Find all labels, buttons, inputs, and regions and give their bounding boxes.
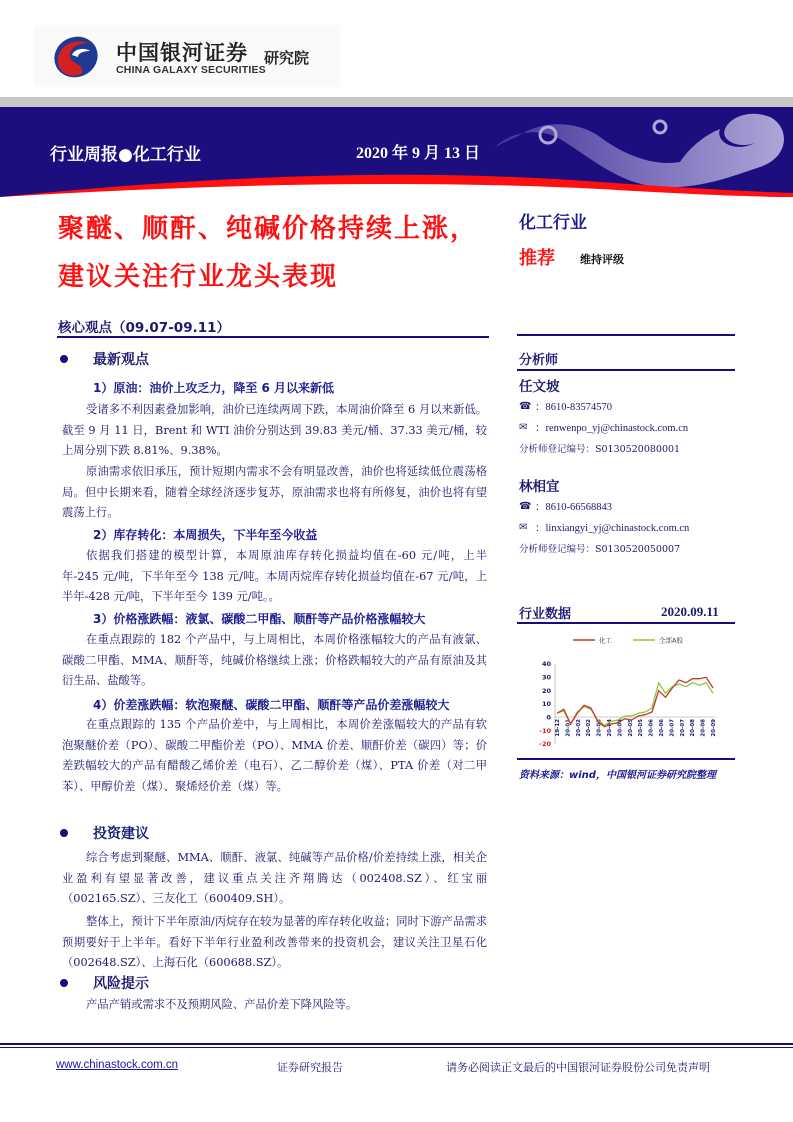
subhead-price-change: 3）价格涨跌幅：液氯、碳酸二甲酯、顺酐等产品价格涨幅较大 xyxy=(93,612,426,626)
svg-text:20-08: 20-08 xyxy=(690,719,697,737)
paragraph: 在重点跟踪的 135 个产品价差中，与上周相比，本周价差涨幅较大的产品有软泡聚醚价差（PO）、碳酸二甲酯价差（PO）、MMA 价差、顺酐价差（碳四）等；价差跌幅较大的产品有醋酸乙烯价差（电石）、乙二醇价差（煤）、PTA 价差（对二甲苯）、甲醇价差（煤）、聚烯烃价差（煤）等。 xyxy=(62,718,487,793)
core-divider xyxy=(57,336,489,338)
svg-text:20-05: 20-05 xyxy=(638,719,645,737)
chart-source: 资料来源：wind，中国银河证券研究院整理 xyxy=(519,770,716,781)
analyst-name: 林相宜 xyxy=(519,479,560,495)
analyst-heading: 分析师 xyxy=(519,353,559,368)
section-title-investment: 投资建议 xyxy=(93,826,149,842)
svg-text:19-12: 19-12 xyxy=(555,719,561,737)
svg-text:-10: -10 xyxy=(539,726,551,735)
paragraph: 受诸多不利因素叠加影响，油价已连续两周下跌，本周油价降至 6 月以来新低。截至 9 月 11 日，Brent 和 WTI 油价分别达到 39.83 美元/桶、37.33 美元/桶，较上周分别下跌 8.81%、9.38%。 xyxy=(62,403,487,457)
svg-text:20-06: 20-06 xyxy=(648,719,655,737)
svg-text:20-06: 20-06 xyxy=(659,719,665,737)
svg-text:全部A股: 全部A股 xyxy=(659,636,683,645)
svg-text:20-05: 20-05 xyxy=(627,719,634,737)
industry-data-title: 行业数据 xyxy=(519,607,572,622)
paragraph: 依据我们搭建的模型计算，本周原油库存转化损益均值在-60 元/吨，上半年-245 元/吨，下半年至今 138 元/吨。本周丙烷库存转化损益均值在-67 元/吨，上半年-428 元/吨，下半年至今 139 元/吨。。 xyxy=(62,549,487,603)
paragraph: 产品产销或需求不及预期风险、产品价差下降风险等。 xyxy=(86,998,358,1011)
svg-text:20-04: 20-04 xyxy=(617,719,624,737)
svg-text:20-07: 20-07 xyxy=(669,719,676,737)
rating-note: 维持评级 xyxy=(580,253,624,266)
analyst-phone xyxy=(519,499,612,514)
svg-text:20-02: 20-02 xyxy=(575,719,582,737)
phone-number: ：8610-83574570 xyxy=(535,402,612,413)
bullet-icon xyxy=(60,979,68,987)
svg-text:20-01: 20-01 xyxy=(565,719,572,737)
footer-divider xyxy=(0,1043,793,1045)
analyst-email xyxy=(519,420,688,435)
analyst-registration: 分析师登记编号：S0130520050007 xyxy=(519,544,681,555)
svg-text:化工: 化工 xyxy=(599,636,612,645)
institute-label: 研究院 xyxy=(264,49,310,67)
analyst-email xyxy=(519,520,689,535)
paragraph: 整体上，预计下半年原油/丙烷存在较为显著的库存转化收益；同时下游产品需求预期要好于上半年。看好下半年行业盈利改善带来的投资机会，建议关注卫星石化（002648.SZ）、上海石化（600688.SZ）。 xyxy=(62,915,487,969)
industry-name: 化工行业 xyxy=(519,213,587,233)
data-divider xyxy=(517,622,735,624)
report-title-line2: 建议关注行业龙头表现 xyxy=(58,262,339,292)
chart-divider xyxy=(517,758,735,760)
svg-text:20-08: 20-08 xyxy=(700,719,707,737)
website-link[interactable]: www.chinastock.com.cn xyxy=(56,1059,179,1071)
svg-text:20-03: 20-03 xyxy=(596,719,603,737)
subhead-crude-oil: 1）原油：油价上攻乏力，降至 6 月以来新低 xyxy=(93,381,335,395)
svg-text:20-02: 20-02 xyxy=(586,719,593,737)
analyst-divider xyxy=(517,369,735,371)
paragraph: 综合考虑到聚醚、MMA、顺酐、液氯、纯碱等产品价格/价差持续上涨，相关企业盈利有望显著改善，建议重点关注齐翔腾达（002408.SZ）、红宝丽（002165.SZ）、三友化工（600409.SH）。 xyxy=(62,851,487,905)
email-address[interactable]: ：linxiangyi_yj@chinastock.com.cn xyxy=(535,523,690,534)
svg-text:-20: -20 xyxy=(539,740,551,749)
logo-company-name: 中国银河证券 xyxy=(116,41,248,65)
svg-text:30: 30 xyxy=(541,673,551,682)
subhead-spread-change: 4）价差涨跌幅：软泡聚醚、碳酸二甲酯、顺酐等产品价差涨幅较大 xyxy=(93,698,450,712)
email-address[interactable]: ：renwenpo_yj@chinastock.com.cn xyxy=(535,423,689,434)
industry-data-date: 2020.09.11 xyxy=(661,604,719,619)
analyst-name: 任文坡 xyxy=(519,379,560,395)
core-views-label: 核心观点（09.07-09.11） xyxy=(58,320,231,336)
mail-icon: ✉ xyxy=(519,522,528,533)
svg-text:20: 20 xyxy=(541,686,551,695)
svg-text:20-04: 20-04 xyxy=(607,719,613,737)
section-title-latest: 最新观点 xyxy=(93,352,149,368)
phone-icon: ☎ xyxy=(519,501,532,512)
phone-icon: ☎ xyxy=(519,401,532,412)
report-title-line1: 聚醚、顺酐、纯碱价格持续上涨， xyxy=(58,214,479,244)
section-title-risk: 风险提示 xyxy=(93,976,149,992)
svg-text:40: 40 xyxy=(541,660,551,669)
svg-text:20-09: 20-09 xyxy=(711,719,717,737)
bullet-icon xyxy=(60,829,68,837)
phone-number: ：8610-66568843 xyxy=(535,502,612,513)
chart-legend xyxy=(573,636,683,645)
bullet-icon xyxy=(60,355,68,363)
subhead-inventory: 2）库存转化：本周损失，下半年至今收益 xyxy=(93,528,318,542)
mail-icon: ✉ xyxy=(519,422,528,433)
analyst-registration: 分析师登记编号：S0130520080001 xyxy=(519,444,681,455)
disclaimer-notice: 请务必阅读正文最后的中国银河证券股份公司免责声明 xyxy=(446,1061,710,1074)
paragraph: 在重点跟踪的 182 个产品中，与上周相比，本周价格涨幅较大的产品有液氯、碳酸二甲酯、MMA、顺酐等，纯碱价格继续上涨；价格跌幅较大的产品有原油及其衍生品、盐酸等。 xyxy=(62,633,487,687)
document-type: 证券研究报告 xyxy=(277,1061,343,1074)
report-date: 2020 年 9 月 13 日 xyxy=(356,145,481,162)
paragraph: 原油需求依旧承压，预计短期内需求不会有明显改善，油价也将延续低位震荡格局。但中长期来看，随着全球经济逐步复苏，原油需求也将有所修复，油价也将有望震荡上行。 xyxy=(62,465,487,519)
svg-text:0: 0 xyxy=(546,713,551,722)
galaxy-logo-icon xyxy=(52,33,100,81)
rating-badge: 推荐 xyxy=(519,248,555,269)
sidebar-divider xyxy=(517,334,735,336)
header-divider xyxy=(0,97,793,107)
analyst-phone xyxy=(519,399,612,414)
industry-performance-chart xyxy=(525,628,740,753)
logo-english-name: CHINA GALAXY SECURITIES xyxy=(116,64,266,76)
svg-text:20-07: 20-07 xyxy=(679,719,686,737)
footer-divider xyxy=(0,1047,793,1048)
svg-text:10: 10 xyxy=(541,700,551,709)
report-type: 行业周报●化工行业 xyxy=(50,145,201,165)
